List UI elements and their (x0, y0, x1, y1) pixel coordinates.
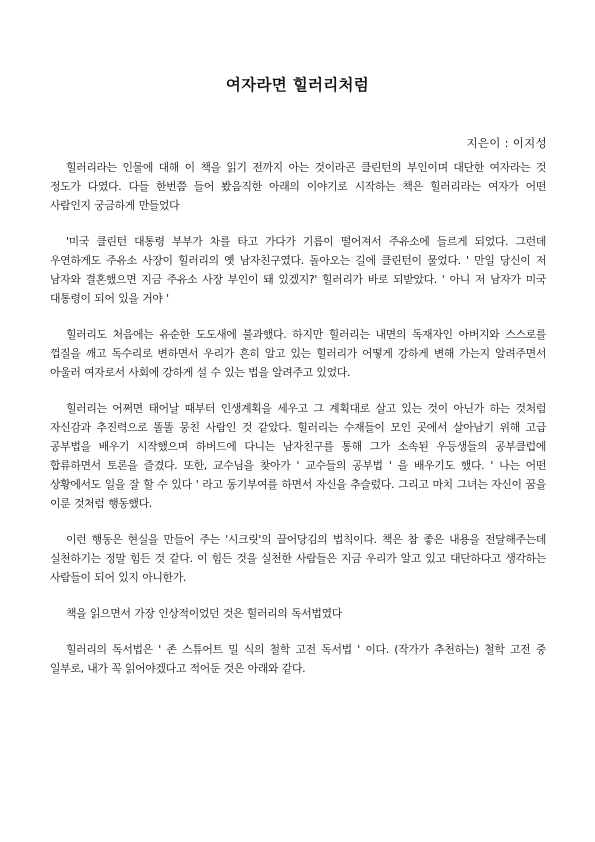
paragraph: 힐러리라는 인물에 대해 이 책을 읽기 전까지 아는 것이라곤 클린턴의 부인이며 대단한 여자라는 것 정도가 다였다. 다들 한번쯤 들어 봤음직한 아래의 이야기로 시작하는 책은 힐러리라는 여자가 어떤 사람인지 궁금하게 만들었다 (50, 161, 546, 212)
paragraph: 힐러리의 독서법은 ' 존 스튜어트 밀 식의 철학 고전 독서법 ' 이다. (작가가 추천하는) 철학 고전 중 일부로, 내가 꼭 읽어야겠다고 적어둔 것은 아래와 같다. (50, 643, 546, 675)
page-title: 여자라면 힐러리처럼 (225, 76, 370, 94)
paragraph: '미국 클린턴 대통령 부부가 차를 타고 가다가 기름이 떨어져서 주유소에 들르게 되었다. 그런데 우연하게도 주유소 사장이 힐러리의 옛 남자친구였다. 돌아오는 길에 클린턴이 물었다. ' 만일 당신이 저 남자와 결혼했으면 지금 주유소 사장 부인이 돼 있겠지?' 힐러리가 바로 되받았다. ' 아니 저 남자가 미국 대통령이 되어 있을 거야 ' (50, 235, 546, 305)
paragraph: 이런 행동은 현실을 만들어 주는 '시크릿'의 끌어당김의 법칙이다. 책은 참 좋은 내용을 전달해주는데 실천하기는 정말 힘든 것 같다. 이 힘든 것을 실천한 사람들은 지금 우리가 알고 있고 대단하다고 생각하는 사람들이 되어 있지 아니한가. (50, 533, 546, 584)
paragraph: 힐러리도 처음에는 유순한 도도새에 불과했다. 하지만 힐러리는 내면의 독재자인 아버지와 스스로를 껍질을 깨고 독수리로 변하면서 우리가 흔히 알고 있는 힐러리가 어떻게 강하게 변해 가는지 알려주면서 아울러 여자로서 사회에 강하게 설 수 있는 법을 알려주고 있었다. (50, 328, 546, 379)
paragraph: 책을 읽으면서 가장 인상적이었던 것은 힐러리의 독서법였다 (66, 607, 342, 620)
paragraph: 힐러리는 어쩌면 태어날 때부터 인생계획을 세우고 그 계획대로 살고 있는 것이 아닌가 하는 것처럼 자신감과 추진력으로 똘똘 뭉친 사람인 것 같았다. 힐러리는 수재들이 모인 곳에서 살아남기 위해 고급 공부법을 배우기 시작했으며 하버드에 다니는 남자친구를 통해 그가 소속된 우등생들의 공부클럽에 합류하면서 토론을 즐겼다. 또한, 교수님을 찾아가 ' 교수들의 공부법 ' 을 배우기도 했다. ' 나는 어떤 상황에서도 일을 잘 할 수 있다 ' 라고 동기부여를 하면서 자신을 추슬렀다. 그리고 마치 그녀는 자신이 꿈을 이룬 것처럼 행동했다. (50, 402, 546, 510)
author-line: 지은이 : 이지성 (466, 136, 547, 150)
document-body (50, 158, 546, 695)
